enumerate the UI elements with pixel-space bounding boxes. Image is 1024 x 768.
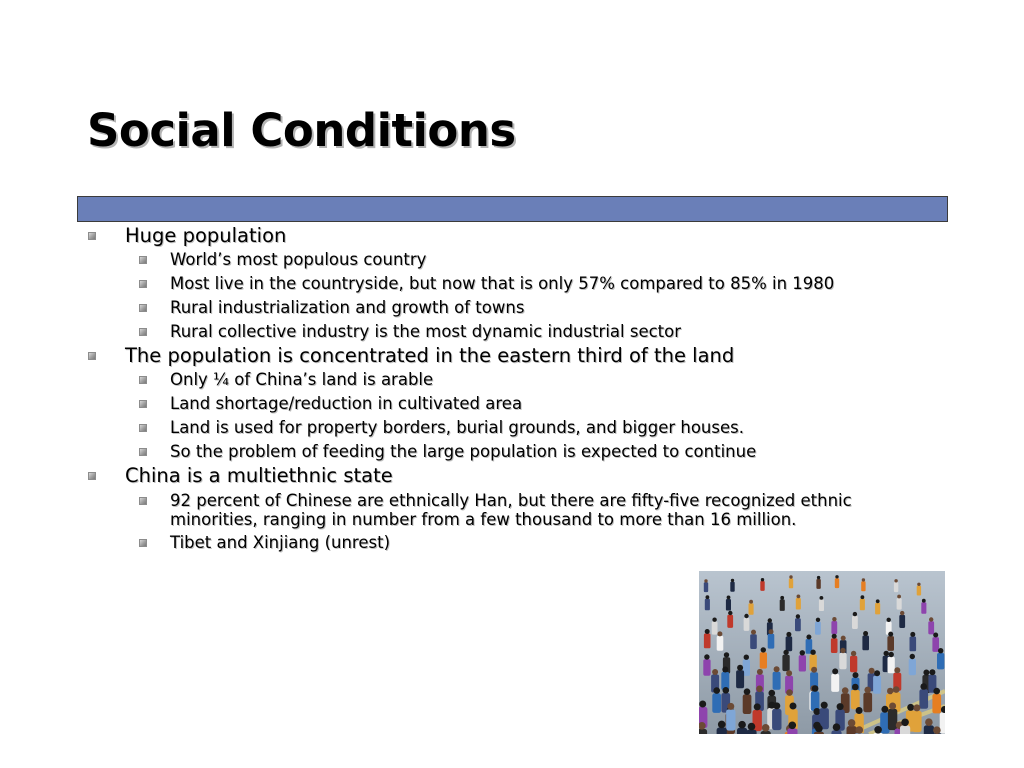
sub-bullet-text: Tibet and Xinjiang (unrest) xyxy=(170,533,391,552)
pedestrian-figure xyxy=(932,637,939,652)
sub-bullet-text: Most live in the countryside, but now that is only 57% compared to 85% in 1980 xyxy=(170,274,835,293)
pedestrian-figure xyxy=(863,693,872,713)
sub-bullet-text: Land is used for property borders, burial grounds, and bigger houses. xyxy=(170,418,744,437)
pedestrian-figure xyxy=(897,598,902,610)
pedestrian-head xyxy=(704,579,707,582)
pedestrian-figure xyxy=(917,586,921,596)
pedestrian-head xyxy=(933,726,941,734)
sub-bullet-text: World’s most populous country xyxy=(170,250,427,269)
pedestrian-figure xyxy=(727,615,733,628)
pedestrian-head xyxy=(863,631,868,636)
pedestrian-figure xyxy=(875,603,880,615)
pedestrian-head xyxy=(840,648,845,653)
pedestrian-figure xyxy=(924,725,934,734)
bullet-text: Huge population xyxy=(125,224,287,247)
pedestrian-figure xyxy=(932,694,941,714)
pedestrian-head xyxy=(876,599,880,603)
pedestrian-head xyxy=(744,688,751,695)
pedestrian-figure xyxy=(705,599,710,611)
pedestrian-figure xyxy=(919,689,928,709)
pedestrian-head xyxy=(813,708,820,715)
pedestrian-figure xyxy=(900,726,910,735)
pedestrian-figure xyxy=(717,728,727,734)
square-bullet-icon xyxy=(139,304,147,312)
pedestrian-head xyxy=(806,635,811,640)
pedestrian-head xyxy=(762,724,770,732)
pedestrian-head xyxy=(744,614,748,618)
pedestrian-head xyxy=(888,632,893,637)
bullet-item xyxy=(86,224,916,248)
pedestrian-head xyxy=(786,632,791,637)
pedestrian-figure xyxy=(852,616,858,629)
square-bullet-icon xyxy=(139,256,147,264)
pedestrian-head xyxy=(841,636,846,641)
pedestrian-head xyxy=(749,600,753,604)
pedestrian-figure xyxy=(835,578,839,588)
title-accent-bar xyxy=(77,196,948,222)
sub-bullet-text: Rural collective industry is the most dynamic industrial sector xyxy=(170,322,682,341)
pedestrian-figure xyxy=(928,621,934,634)
pedestrian-head xyxy=(748,723,756,731)
pedestrian-head xyxy=(901,719,909,727)
pedestrian-head xyxy=(756,686,763,693)
square-bullet-icon xyxy=(88,352,96,360)
pedestrian-head xyxy=(853,612,857,616)
crowd-photo xyxy=(699,571,945,734)
bullet-item xyxy=(86,464,916,488)
sub-bullet-item xyxy=(86,320,916,344)
pedestrian-figure xyxy=(860,599,865,611)
pedestrian-head xyxy=(832,634,837,639)
pedestrian-head xyxy=(790,703,797,710)
pedestrian-figure xyxy=(851,690,860,710)
pedestrian-figure xyxy=(847,726,857,734)
sub-bullet-item xyxy=(86,368,916,392)
pedestrian-figure xyxy=(780,599,785,611)
pedestrian-head xyxy=(917,583,920,586)
pedestrian-head xyxy=(815,725,823,733)
pedestrian-head xyxy=(817,576,820,579)
pedestrian-head xyxy=(920,683,927,690)
pedestrian-figure xyxy=(888,657,895,673)
pedestrian-head xyxy=(842,687,849,694)
pedestrian-figure xyxy=(796,598,801,610)
pedestrian-head xyxy=(712,618,716,622)
pedestrian-head xyxy=(712,669,718,675)
pedestrian-head xyxy=(761,578,764,581)
sub-bullet-text: 92 percent of Chinese are ethnically Han, but there are fifty-five recognized ethnic minorities, ranging in number from a few thousand to more than 16 million. xyxy=(170,491,852,529)
sub-bullet-item xyxy=(86,272,916,296)
pedestrian-figure xyxy=(839,653,846,669)
pedestrian-figure xyxy=(743,694,752,714)
pedestrian-head xyxy=(820,596,824,600)
bullet-item xyxy=(86,344,916,368)
pedestrian-figure xyxy=(712,622,718,635)
bullet-text: The population is concentrated in the eastern third of the land xyxy=(125,344,735,367)
pedestrian-head xyxy=(874,726,882,734)
sub-bullet-item xyxy=(86,531,916,555)
pedestrian-head xyxy=(864,687,871,694)
pedestrian-figure xyxy=(815,622,821,635)
pedestrian-head xyxy=(800,650,805,655)
square-bullet-icon xyxy=(88,232,96,240)
pedestrian-head xyxy=(731,579,734,582)
pedestrian-figure xyxy=(768,634,775,649)
pedestrian-head xyxy=(832,617,836,621)
pedestrian-head xyxy=(727,596,731,600)
square-bullet-icon xyxy=(139,280,147,288)
pedestrian-figure xyxy=(726,709,735,730)
pedestrian-figure xyxy=(760,581,764,591)
pedestrian-head xyxy=(929,669,935,675)
pedestrian-head xyxy=(717,631,722,636)
pedestrian-head xyxy=(837,703,844,710)
pedestrian-head xyxy=(852,684,859,691)
pedestrian-head xyxy=(774,666,780,672)
pedestrian-figure xyxy=(786,636,793,651)
pedestrian-head xyxy=(699,701,706,708)
pedestrian-figure xyxy=(888,709,897,730)
pedestrian-head xyxy=(757,669,763,675)
sub-bullet-item xyxy=(86,392,916,416)
pedestrian-figure xyxy=(921,602,926,614)
pedestrian-head xyxy=(706,595,710,599)
pedestrian-head xyxy=(884,651,889,656)
pedestrian-figure xyxy=(749,603,754,615)
pedestrian-head xyxy=(773,702,780,709)
pedestrian-head xyxy=(751,630,756,635)
sub-bullet-text: Only ¼ of China’s land is arable xyxy=(170,370,434,389)
pedestrian-figure xyxy=(750,634,757,649)
square-bullet-icon xyxy=(139,497,147,505)
pedestrian-head xyxy=(754,703,761,710)
crowd-photo-image xyxy=(699,571,945,734)
pedestrian-figure xyxy=(899,615,905,628)
pedestrian-head xyxy=(810,650,815,655)
pedestrian-head xyxy=(786,689,793,696)
pedestrian-figure xyxy=(772,709,781,730)
pedestrian-head xyxy=(744,655,749,660)
pedestrian-figure xyxy=(861,581,865,591)
square-bullet-icon xyxy=(139,448,147,456)
bullet-text: China is a multiethnic state xyxy=(125,464,393,487)
sub-bullet-text: Land shortage/reduction in cultivated area xyxy=(170,394,523,413)
pedestrian-figure xyxy=(760,652,767,668)
pedestrian-figure xyxy=(831,674,839,692)
pedestrian-figure xyxy=(773,672,781,690)
pedestrian-head xyxy=(881,706,888,713)
pedestrian-figure xyxy=(736,670,744,688)
pedestrian-head xyxy=(856,726,864,734)
bullet-list xyxy=(86,224,916,555)
pedestrian-head xyxy=(704,654,709,659)
sub-bullet-text: Rural industrialization and growth of towns xyxy=(170,298,525,317)
pedestrian-head xyxy=(780,596,784,600)
square-bullet-icon xyxy=(139,376,147,384)
pedestrian-figure xyxy=(737,728,747,734)
pedestrian-head xyxy=(835,575,838,578)
pedestrian-head xyxy=(894,579,897,582)
pedestrian-head xyxy=(832,668,838,674)
pedestrian-figure xyxy=(912,711,921,732)
pedestrian-head xyxy=(929,617,933,621)
pedestrian-head xyxy=(853,672,859,678)
pedestrian-head xyxy=(887,618,891,622)
pedestrian-head xyxy=(737,665,743,671)
pedestrian-figure xyxy=(873,676,881,694)
pedestrian-figure xyxy=(850,656,857,672)
pedestrian-head xyxy=(894,667,900,673)
pedestrian-head xyxy=(897,595,901,599)
pedestrian-figure xyxy=(937,653,944,669)
pedestrian-head xyxy=(923,670,929,676)
pedestrian-head xyxy=(723,687,730,694)
square-bullet-icon xyxy=(88,472,96,480)
pedestrian-head xyxy=(812,685,819,692)
pedestrian-figure xyxy=(730,582,734,592)
pedestrian-head xyxy=(907,704,914,711)
sub-bullet-item xyxy=(86,488,910,531)
pedestrian-head xyxy=(718,721,726,729)
pedestrian-head xyxy=(727,703,734,710)
pedestrian-head xyxy=(796,614,800,618)
pedestrian-head xyxy=(783,650,788,655)
pedestrian-figure xyxy=(699,729,707,734)
pedestrian-figure xyxy=(909,659,916,675)
pedestrian-head xyxy=(889,703,896,710)
pedestrian-figure xyxy=(787,728,797,734)
pedestrian-figure xyxy=(816,579,820,589)
pedestrian-head xyxy=(821,702,828,709)
pedestrian-head xyxy=(862,578,865,581)
sub-bullet-item xyxy=(86,440,916,464)
pedestrian-figure xyxy=(910,637,917,652)
pedestrian-figure xyxy=(887,636,894,651)
slide-title: Social Conditions xyxy=(87,104,516,157)
pedestrian-head xyxy=(910,654,915,659)
pedestrian-head xyxy=(768,618,772,622)
pedestrian-head xyxy=(913,704,920,711)
pedestrian-figure xyxy=(789,578,793,588)
pedestrian-head xyxy=(738,721,746,729)
pedestrian-figure xyxy=(819,600,824,612)
pedestrian-head xyxy=(889,652,894,657)
pedestrian-figure xyxy=(831,621,837,634)
pedestrian-figure xyxy=(799,655,806,671)
pedestrian-head xyxy=(893,686,900,693)
pedestrian-head xyxy=(933,633,938,638)
pedestrian-head xyxy=(922,599,926,603)
pedestrian-head xyxy=(869,668,875,674)
pedestrian-head xyxy=(789,575,792,578)
pedestrian-figure xyxy=(782,655,789,671)
pedestrian-figure xyxy=(726,599,731,611)
pedestrian-head xyxy=(938,648,943,653)
pedestrian-figure xyxy=(744,618,750,631)
pedestrian-figure xyxy=(894,582,898,592)
pedestrian-head xyxy=(811,667,817,673)
pedestrian-head xyxy=(713,687,720,694)
pedestrian-head xyxy=(856,707,863,714)
pedestrian-figure xyxy=(795,618,801,631)
pedestrian-head xyxy=(900,611,904,615)
pedestrian-figure xyxy=(862,636,869,651)
pedestrian-figure xyxy=(717,636,724,651)
pedestrian-head xyxy=(797,595,801,599)
square-bullet-icon xyxy=(139,424,147,432)
pedestrian-head xyxy=(833,723,841,731)
pedestrian-head xyxy=(816,618,820,622)
pedestrian-head xyxy=(861,595,865,599)
square-bullet-icon xyxy=(139,400,147,408)
pedestrian-figure xyxy=(704,582,708,592)
sub-bullet-item xyxy=(86,248,916,272)
square-bullet-icon xyxy=(139,539,147,547)
sub-bullet-text: So the problem of feeding the large population is expected to continue xyxy=(170,442,757,461)
pedestrian-head xyxy=(761,647,766,652)
pedestrian-head xyxy=(724,652,729,657)
pedestrian-head xyxy=(728,611,732,615)
pedestrian-head xyxy=(789,722,797,730)
pedestrian-figure xyxy=(811,691,820,711)
pedestrian-head xyxy=(874,670,880,676)
pedestrian-figure xyxy=(712,693,721,713)
pedestrian-figure xyxy=(704,634,711,649)
pedestrian-head xyxy=(910,632,915,637)
sub-bullet-item xyxy=(86,296,916,320)
pedestrian-head xyxy=(769,690,776,697)
pedestrian-head xyxy=(722,667,728,673)
pedestrian-head xyxy=(786,670,792,676)
pedestrian-figure xyxy=(703,659,710,675)
pedestrian-head xyxy=(848,719,856,727)
pedestrian-figure xyxy=(831,638,838,653)
pedestrian-head xyxy=(933,688,940,695)
pedestrian-head xyxy=(851,651,856,656)
square-bullet-icon xyxy=(139,328,147,336)
pedestrian-head xyxy=(705,629,710,634)
sub-bullet-item xyxy=(86,416,916,440)
pedestrian-head xyxy=(925,718,933,726)
pedestrian-head xyxy=(769,629,774,634)
